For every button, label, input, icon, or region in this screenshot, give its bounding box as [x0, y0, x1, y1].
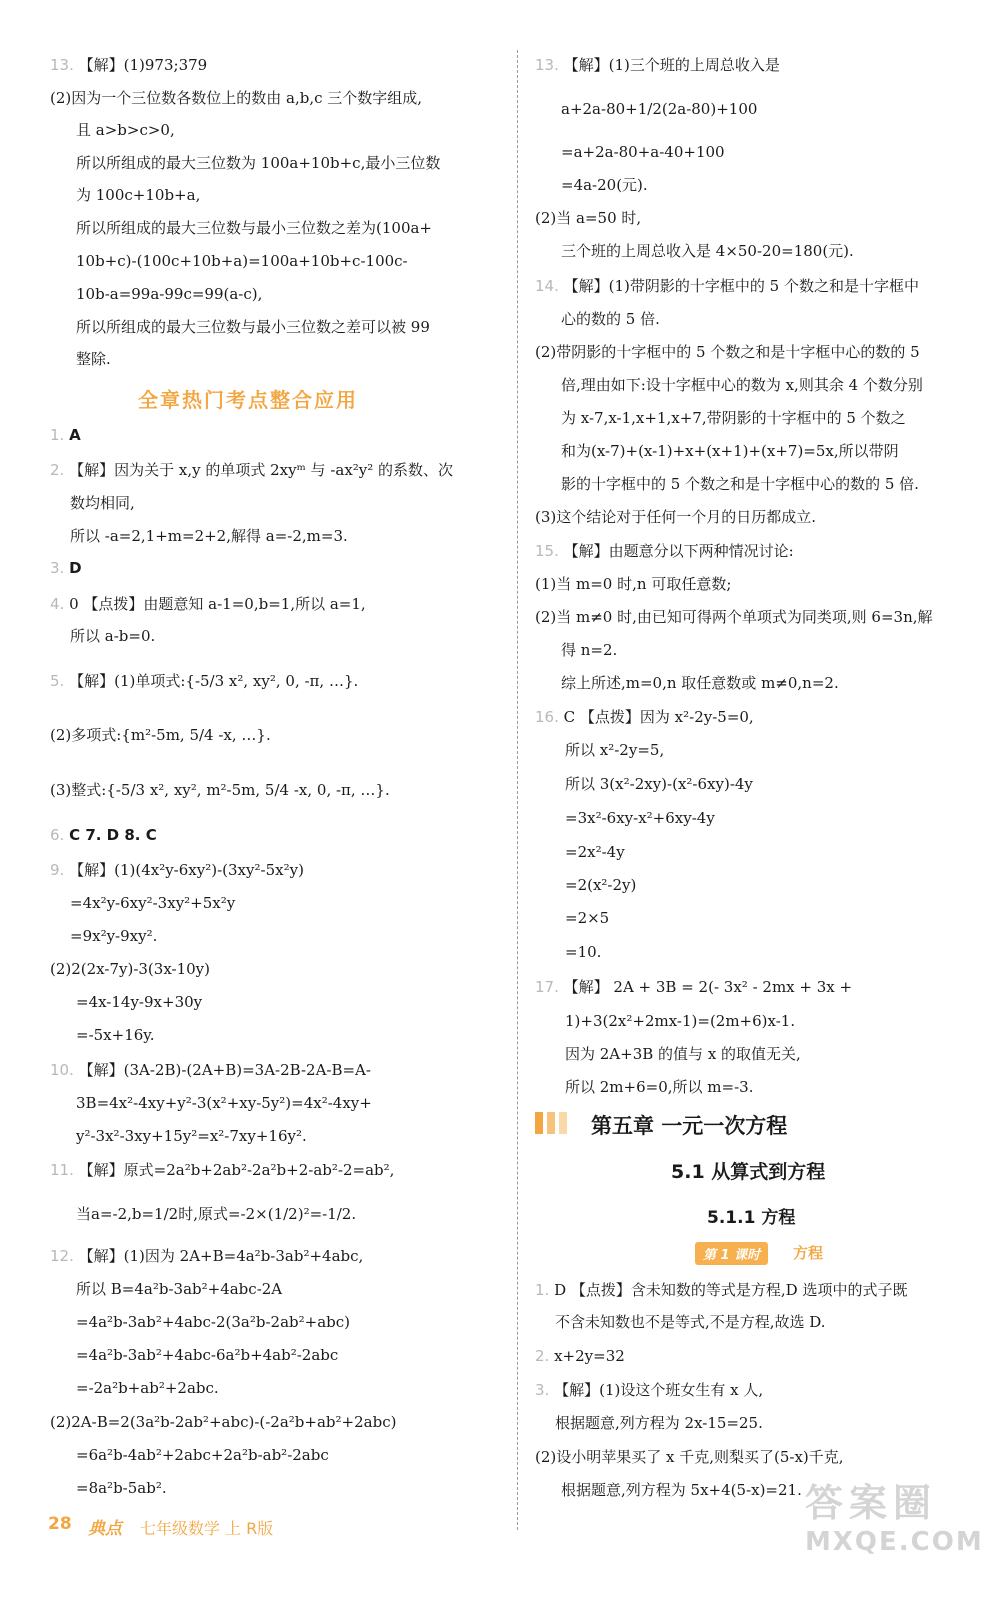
text-line	[561, 375, 923, 395]
text-line	[561, 99, 757, 119]
line-content: 1)+3(2x²+2mx-1)=(2m+6)x-1.	[565, 1012, 796, 1030]
line-content: 所以 x²-2y=5,	[565, 741, 665, 759]
question-number: 2.	[535, 1347, 550, 1365]
line-content: =8a²b-5ab².	[76, 1479, 167, 1497]
question-number: 4.	[50, 595, 65, 613]
line-content: =4x²y-6xy²-3xy²+5x²y	[70, 894, 236, 912]
line-content: 数均相同,	[70, 494, 135, 512]
line-content: =10.	[565, 943, 602, 961]
line-content: =4x-14y-9x+30y	[76, 993, 203, 1011]
text-line	[565, 740, 664, 760]
question-number: 3.	[50, 559, 65, 577]
line-content: D	[69, 559, 82, 577]
line-content: 【解】(1)973;379	[78, 56, 208, 74]
question-number: 17.	[535, 978, 559, 996]
text-line	[50, 1246, 363, 1266]
text-line	[76, 1204, 356, 1224]
text-line	[50, 1160, 394, 1180]
question-number: 10.	[50, 1061, 74, 1079]
watermark-text-bottom: MXQE.COM	[805, 1527, 984, 1557]
lesson-badge: 第 1 课时	[695, 1242, 768, 1265]
question-number: 13.	[535, 56, 559, 74]
text-line	[535, 208, 641, 228]
text-line	[50, 725, 271, 745]
text-line	[76, 120, 175, 140]
question-number: 13.	[50, 56, 74, 74]
question-number: 14.	[535, 277, 559, 295]
line-content: C 【点拨】因为 x²-2y-5=0,	[563, 708, 754, 726]
line-content: =a+2a-80+a-40+100	[561, 143, 725, 161]
line-content: (2)当 a=50 时,	[535, 209, 642, 227]
text-line	[535, 1280, 907, 1300]
text-line	[561, 142, 725, 162]
text-line	[76, 185, 200, 205]
line-content: 【解】(1)三个班的上周总收入是	[563, 56, 780, 74]
text-line	[76, 1093, 372, 1113]
lesson-title: 方程	[793, 1244, 824, 1262]
text-line	[535, 541, 794, 561]
line-content: 【解】 2A + 3B = 2(- 3x² - 2mx + 3x +	[563, 978, 853, 996]
line-content: 和为(x-7)+(x-1)+x+(x+1)+(x+7)=5x,所以带阴	[561, 442, 899, 460]
question-number: 16.	[535, 708, 559, 726]
text-line	[50, 425, 81, 445]
question-number: 12.	[50, 1247, 74, 1265]
line-content: 【解】原式=2a²b+2ab²-2a²b+2-ab²-2=ab²,	[78, 1161, 395, 1179]
text-line	[70, 626, 155, 646]
text-line	[50, 55, 207, 75]
line-content: =-5x+16y.	[76, 1026, 155, 1044]
text-line	[555, 1312, 826, 1332]
chapter-title: 第五章 一元一次方程	[591, 1114, 788, 1138]
question-number: 9.	[50, 861, 65, 879]
line-content: 综上所述,m=0,n 取任意数或 m≠0,n=2.	[561, 674, 839, 692]
line-content: =3x²-6xy-x²+6xy-4y	[565, 809, 715, 827]
text-line	[565, 842, 625, 862]
question-number: 2.	[50, 461, 65, 479]
line-content: 所以 3(x²-2xy)-(x²-6xy)-4y	[565, 775, 753, 793]
text-line	[76, 1445, 329, 1465]
line-content: (3)整式:{-5/3 x², xy², m²-5m, 5/4 -x, 0, -π, …}.	[50, 781, 390, 799]
line-content: 根据题意,列方程为 2x-15=25.	[555, 1414, 763, 1432]
text-line	[70, 526, 348, 546]
text-line	[76, 218, 432, 238]
line-content: 所以 a-b=0.	[70, 627, 156, 645]
line-content: y²-3x²-3xy+15y²=x²-7xy+16y².	[76, 1127, 307, 1145]
text-line	[561, 1480, 802, 1500]
line-content: 且 a>b>c>0,	[76, 121, 175, 139]
line-content: 3B=4x²-4xy+y²-3(x²+xy-5y²)=4x²-4xy+	[76, 1094, 372, 1112]
line-content: =2×5	[565, 909, 610, 927]
text-line	[561, 175, 648, 195]
question-number: 15.	[535, 542, 559, 560]
line-content: C 7. D 8. C	[69, 826, 157, 844]
line-content: 所以 2m+6=0,所以 m=-3.	[565, 1078, 754, 1096]
line-content: 所以所组成的最大三位数为 100a+10b+c,最小三位数	[76, 154, 441, 172]
line-content: (3)这个结论对于任何一个月的日历都成立.	[535, 508, 817, 526]
line-content: 【解】由题意分以下两种情况讨论:	[563, 542, 794, 560]
text-line	[535, 1447, 844, 1467]
text-line	[561, 673, 839, 693]
page-number: 28	[48, 1514, 72, 1534]
text-line	[565, 908, 609, 928]
line-content: x+2y=32	[554, 1347, 625, 1365]
line-content: =2(x²-2y)	[565, 876, 637, 894]
text-line	[76, 1345, 338, 1365]
question-number: 3.	[535, 1381, 550, 1399]
line-content: =4a²b-3ab²+4abc-2(3a²b-2ab²+abc)	[76, 1313, 350, 1331]
text-line	[565, 808, 715, 828]
text-line	[50, 88, 422, 108]
line-content: 不含未知数也不是等式,不是方程,故选 D.	[555, 1313, 826, 1331]
line-content: (2)多项式:{m²-5m, 5/4 -x, …}.	[50, 726, 271, 744]
line-content: (2)2(2x-7y)-3(3x-10y)	[50, 960, 211, 978]
text-line	[50, 780, 390, 800]
line-content: 【解】(1)设这个班女生有 x 人,	[554, 1381, 764, 1399]
line-content: 因为 2A+3B 的值与 x 的取值无关,	[565, 1045, 801, 1063]
text-line	[561, 441, 899, 461]
question-number: 6.	[50, 826, 65, 844]
text-line	[50, 825, 157, 845]
watermark-text-top: 答案圈	[805, 1481, 938, 1525]
text-line	[561, 309, 660, 329]
line-content: A	[69, 426, 81, 444]
text-line	[565, 1011, 795, 1031]
line-content: 心的数的 5 倍.	[561, 310, 660, 328]
line-content: 影的十字框中的 5 个数之和是十字框中心的数的 5 倍.	[561, 475, 919, 493]
column-divider	[517, 50, 518, 1530]
line-content: 【解】(1)单项式:{-5/3 x², xy², 0, -π, …}.	[69, 672, 359, 690]
text-line	[76, 1025, 155, 1045]
text-line	[561, 474, 919, 494]
line-content: 得 n=2.	[561, 641, 618, 659]
line-content: 根据题意,列方程为 5x+4(5-x)=21.	[561, 1481, 802, 1499]
line-content: 所以 B=4a²b-3ab²+4abc-2A	[76, 1280, 283, 1298]
line-content: 10b+c)-(100c+10b+a)=100a+10b+c-100c-	[76, 252, 408, 270]
text-line	[76, 1312, 350, 1332]
text-line	[535, 574, 731, 594]
text-line	[50, 594, 366, 614]
line-content: a+2a-80+1/2(2a-80)+100	[561, 100, 758, 118]
line-content: =6a²b-4ab²+2abc+2a²b-ab²-2abc	[76, 1446, 329, 1464]
line-content: D 【点拨】含未知数的等式是方程,D 选项中的式子既	[554, 1281, 908, 1299]
watermark	[805, 1472, 984, 1557]
question-number: 5.	[50, 672, 65, 690]
line-content: =2x²-4y	[565, 843, 625, 861]
text-line	[535, 1380, 763, 1400]
line-content: (1)当 m=0 时,n 可取任意数;	[535, 575, 732, 593]
text-line	[565, 1044, 801, 1064]
text-line	[535, 55, 780, 75]
line-content: =4a²b-3ab²+4abc-6a²b+4ab²-2abc	[76, 1346, 339, 1364]
line-content: 【解】因为关于 x,y 的单项式 2xyᵐ 与 -ax²y² 的系数、次	[69, 461, 454, 479]
text-line	[535, 507, 816, 527]
text-line	[561, 640, 617, 660]
text-line	[70, 493, 135, 513]
text-line	[535, 342, 920, 362]
line-content: (2)2A-B=2(3a²b-2ab²+abc)-(-2a²b+ab²+2abc)	[50, 1413, 397, 1431]
text-line	[50, 558, 82, 578]
line-content: 为 100c+10b+a,	[76, 186, 201, 204]
text-line	[76, 1378, 219, 1398]
text-line	[70, 926, 157, 946]
text-line	[535, 977, 852, 997]
line-content: (2)设小明苹果买了 x 千克,则梨买了(5-x)千克,	[535, 1448, 844, 1466]
line-content: 【解】(1)(4x²y-6xy²)-(3xy²-5x²y)	[69, 861, 304, 879]
text-line	[565, 942, 601, 962]
text-line	[535, 707, 754, 727]
text-line	[76, 251, 408, 271]
line-content: =-2a²b+ab²+2abc.	[76, 1379, 219, 1397]
text-line	[50, 959, 210, 979]
line-content: 整除.	[76, 350, 111, 368]
line-content: 当a=-2,b=1/2时,原式=-2×(1/2)²=-1/2.	[76, 1205, 357, 1223]
question-number: 1.	[50, 426, 65, 444]
question-number: 1.	[535, 1281, 550, 1299]
line-content: (2)带阴影的十字框中的 5 个数之和是十字框中心的数的 5	[535, 343, 920, 361]
line-content: 所以所组成的最大三位数与最小三位数之差可以被 99	[76, 318, 430, 336]
question-number: 11.	[50, 1161, 74, 1179]
text-line	[76, 153, 440, 173]
text-line	[565, 875, 636, 895]
line-content: 10b-a=99a-99c=99(a-c),	[76, 285, 263, 303]
text-line	[535, 607, 933, 627]
text-line	[565, 774, 753, 794]
line-content: 【解】(1)因为 2A+B=4a²b-3ab²+4abc,	[78, 1247, 364, 1265]
line-content: 为 x-7,x-1,x+1,x+7,带阴影的十字框中的 5 个数之	[561, 409, 906, 427]
line-content: 倍,理由如下:设十字框中心的数为 x,则其余 4 个数分别	[561, 376, 923, 394]
text-line	[70, 893, 235, 913]
text-line	[565, 1077, 753, 1097]
text-line	[76, 349, 111, 369]
text-line	[76, 1126, 307, 1146]
section-title-review: 全章热门考点整合应用	[138, 388, 358, 412]
line-content: 所以所组成的最大三位数与最小三位数之差为(100a+	[76, 219, 432, 237]
chapter-marker-bars	[535, 1112, 567, 1134]
text-line	[50, 1412, 396, 1432]
text-line	[50, 860, 304, 880]
section-heading-5-1-1: 5.1.1 方程	[707, 1208, 796, 1228]
text-line	[535, 1346, 625, 1366]
text-line	[561, 241, 854, 261]
line-content: (2)当 m≠0 时,由已知可得两个单项式为同类项,则 6=3n,解	[535, 608, 933, 626]
line-content: 所以 -a=2,1+m=2+2,解得 a=-2,m=3.	[70, 527, 348, 545]
text-line	[535, 276, 919, 296]
line-content: 【解】(3A-2B)-(2A+B)=3A-2B-2A-B=A-	[78, 1061, 371, 1079]
text-line	[76, 1478, 167, 1498]
line-content: =9x²y-9xy².	[70, 927, 158, 945]
line-content: 0 【点拨】由题意知 a-1=0,b=1,所以 a=1,	[69, 595, 366, 613]
line-content: 三个班的上周总收入是 4×50-20=180(元).	[561, 242, 854, 260]
line-content: (2)因为一个三位数各数位上的数由 a,b,c 三个数字组成,	[50, 89, 423, 107]
text-line	[76, 992, 202, 1012]
text-line	[50, 671, 358, 691]
text-line	[50, 460, 453, 480]
section-heading-5-1: 5.1 从算式到方程	[671, 1161, 826, 1183]
line-content: 【解】(1)带阴影的十字框中的 5 个数之和是十字框中	[563, 277, 919, 295]
line-content: =4a-20(元).	[561, 176, 648, 194]
text-line	[555, 1413, 763, 1433]
book-title: 七年级数学 上 R版	[140, 1519, 274, 1538]
text-line	[561, 408, 906, 428]
text-line	[50, 1060, 371, 1080]
brand-logo: 典点	[88, 1519, 122, 1539]
text-line	[76, 317, 430, 337]
text-line	[76, 1279, 282, 1299]
text-line	[76, 284, 262, 304]
